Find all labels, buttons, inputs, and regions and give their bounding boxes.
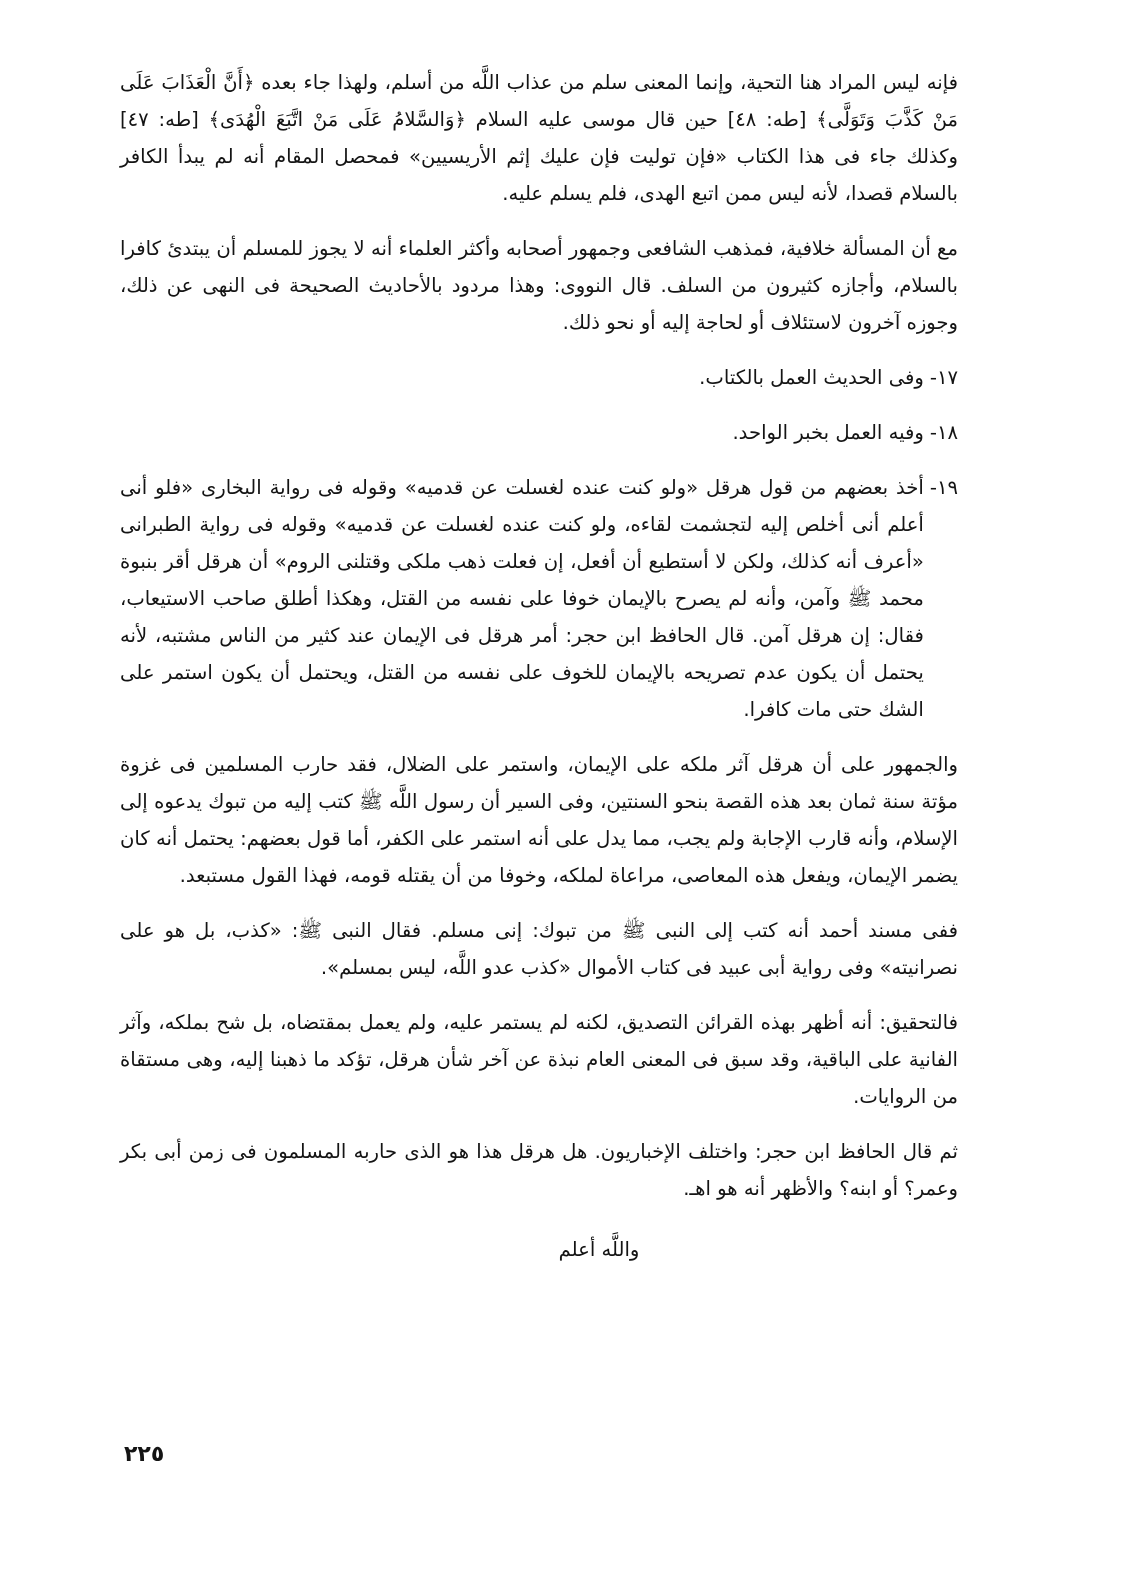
paragraph-khilafiyya: مع أن المسألة خلافية، فمذهب الشافعى وجمهور أصحابه وأكثر العلماء أنه لا يجوز للمسلم أن يبتدئ كافرا بالسلام، وأجازه كثيرون من السلف. قال النووى: وهذا مردود بالأحاديث الصحيحة فى النهى عن ذلك، وجوزه آخرون لاستئلاف أو لحاجة إليه أو نحو ذلك. (120, 237, 958, 334)
list-item-18 (120, 414, 958, 451)
paragraph-jumhur: والجمهور على أن هرقل آثر ملكه على الإيمان، واستمر على الضلال، فقد حارب المسلمين فى غزوة مؤتة سنة ثمان بعد هذه القصة بنحو السنتين، وفى السير أن رسول اللَّه ﷺ كتب إليه من تبوك يدعوه إلى الإسلام، وأنه قارب الإجابة ولم يجب، مما يدل على أنه استمر على الكفر، أما قول بعضهم: يحتمل أنه كان يضمر الإيمان، ويفعل هذه المعاصى، مراعاة لملكه، وخوفا من أن يقتله قومه، فهذا القول مستبعد. (120, 753, 958, 887)
list-item-number: ١٨- (929, 421, 958, 444)
paragraph-tahqiq: فالتحقيق: أنه أظهر بهذه القرائن التصديق، لكنه لم يستمر عليه، ولم يعمل بمقتضاه، بل شح بملكه، وآثر الفانية على الباقية، وقد سبق فى المعنى العام نبذة عن آخر شأن هرقل، تؤكد ما ذهبنا إليه، وهى مستقاة من الروايات. (120, 1011, 958, 1108)
page-body (120, 64, 958, 1494)
list-item-number: ١٧- (929, 366, 958, 389)
paragraph-tahiyya: فإنه ليس المراد هنا التحية، وإنما المعنى سلم من عذاب اللَّه من أسلم، ولهذا جاء بعده ﴿أَنَّ الْعَذَابَ عَلَى مَنْ كَذَّبَ وَتَوَلَّى﴾ [طه: ٤٨] حين قال موسى عليه السلام ﴿وَالسَّلامُ عَلَى مَنْ اتَّبَعَ الْهُدَى﴾ [طه: ٤٧] وكذلك جاء فى هذا الكتاب «فإن توليت فإن عليك إثم الأريسيين» فمحصل المقام أنه لم يبدأ الكافر بالسلام قصدا، لأنه ليس ممن اتبع الهدى، فلم يسلم عليه. (120, 71, 958, 205)
list-item-text: وفيه العمل بخبر الواحد. (732, 421, 924, 444)
list-item-text: أخذ بعضهم من قول هرقل «ولو كنت عنده لغسلت عن قدميه» وقوله فى رواية البخارى «فلو أنى أعلم أنى أخلص إليه لتجشمت لقاءه، ولو كنت عنده لغسلت عن قدميه» وقوله فى رواية الطبرانى «أعرف أنه كذلك، ولكن لا أستطيع أن أفعل، إن فعلت ذهب ملكى وقتلنى الروم» أن هرقل أقر بنبوة محمد ﷺ وآمن، وأنه لم يصرح بالإيمان خوفا على نفسه من القتل، وهكذا أطلق صاحب الاستيعاب، فقال: إن هرقل آمن. قال الحافظ ابن حجر: أمر هرقل فى الإيمان عند كثير من الناس مشتبه، لأنه يحتمل أن يكون عدم تصريحه بالإيمان للخوف على نفسه من القتل، ويحتمل أن يكون استمر على الشك حتى مات كافرا. (120, 476, 924, 721)
list-item-17 (120, 359, 958, 396)
list-item-19 (120, 469, 958, 728)
paragraph-musnad-ahmad: ففى مسند أحمد أنه كتب إلى النبى ﷺ من تبوك: إنى مسلم. فقال النبى ﷺ: «كذب، بل هو على نصرانيته» وفى رواية أبى عبيد فى كتاب الأموال «كذب عدو اللَّه، ليس بمسلم». (120, 919, 958, 979)
page-number: ٢٢٥ (124, 1442, 165, 1467)
closing-phrase: واللَّه أعلم (558, 1238, 640, 1261)
list-item-text: وفى الحديث العمل بالكتاب. (699, 366, 924, 389)
list-item-number: ١٩- (929, 476, 958, 499)
paragraph-ibn-hajar: ثم قال الحافظ ابن حجر: واختلف الإخباريون. هل هرقل هذا هو الذى حاربه المسلمون فى زمن أبى بكر وعمر؟ أو ابنه؟ والأظهر أنه هو اهـ. (120, 1140, 958, 1200)
